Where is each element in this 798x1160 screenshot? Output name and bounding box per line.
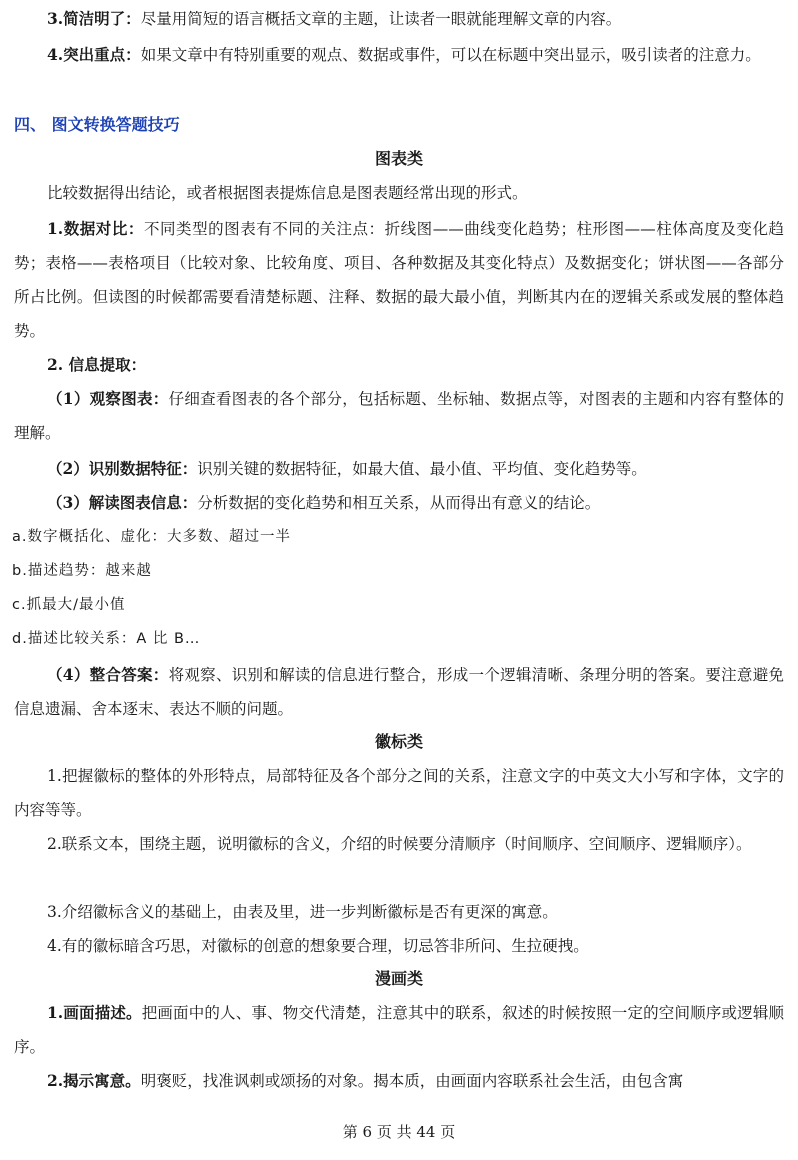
chart-intro: 比较数据得出结论，或者根据图表提炼信息是图表题经常出现的形式。 <box>47 184 528 202</box>
integrate-answer-title: （4）整合答案： <box>47 665 169 684</box>
comic-describe-paragraph <box>14 996 784 1064</box>
observe-chart-paragraph <box>14 382 784 450</box>
logo-point-3: 3.介绍徽标含义的基础上，由表及里，进一步判断徽标是否有更深的寓意。 <box>47 903 558 921</box>
note-a: a.数字概括化、虚化：大多数、超过一半 <box>12 529 291 545</box>
item4-text: 如果文章中有特别重要的观点、数据或事件，可以在标题中突出显示，吸引读者的注意力。 <box>140 46 761 64</box>
integrate-answer-text: 将观察、识别和解读的信息进行整合，形成一个逻辑清晰、条理分明的答案。要注意避免信息遗漏、舍本逐末、表达不顺的问题。 <box>14 666 784 718</box>
interpret-chart-paragraph <box>14 486 784 520</box>
item3-text: 尽量用简短的语言概括文章的主题，让读者一眼就能理解文章的内容。 <box>140 10 622 28</box>
page-number: 第 6 页 共 44 页 <box>342 1123 456 1141</box>
comic-meaning-text: 明褒贬，找准讽刺或颂扬的对象。揭本质，由画面内容联系社会生活，由包含寓 <box>140 1072 684 1090</box>
logo-point-4: 4.有的徽标暗含巧思，对徽标的创意的想象要合理，切忌答非所问、生拉硬拽。 <box>47 937 589 955</box>
integrate-answer-paragraph <box>14 658 784 726</box>
observe-chart-title: （1）观察图表： <box>47 389 169 408</box>
info-extract-title: 2. 信息提取： <box>47 355 147 374</box>
chart-section-heading: 图表类 <box>374 149 423 168</box>
data-compare-paragraph <box>14 212 784 348</box>
logo-point-2: 2.联系文本，围绕主题，说明徽标的含义，介绍的时候要分清顺序（时间顺序、空间顺序、逻辑顺序）。 <box>47 835 752 853</box>
item4-title: 4.突出重点： <box>47 45 141 64</box>
comic-describe-title: 1.画面描述。 <box>47 1003 142 1022</box>
note-b: b.描述趋势：越来越 <box>12 563 152 579</box>
identify-data-title: （2）识别数据特征： <box>47 459 198 478</box>
section4-heading: 四、 图文转换答题技巧 <box>14 115 180 134</box>
comic-section-heading: 漫画类 <box>374 969 423 988</box>
logo-point-1: 1.把握徽标的整体的外形特点，局部特征及各个部分之间的关系，注意文字的中英文大小写和字体，文字的内容等等。 <box>14 767 784 819</box>
identify-data-text: 识别关键的数据特征，如最大值、最小值、平均值、变化趋势等。 <box>197 460 647 478</box>
observe-chart-text: 仔细查看图表的各个部分，包括标题、坐标轴、数据点等，对图表的主题和内容有整体的理解。 <box>14 390 784 442</box>
data-compare-text: 不同类型的图表有不同的关注点：折线图——曲线变化趋势；柱形图——柱体高度及变化趋势；表格——表格项目（比较对象、比较角度、项目、各种数据及其变化特点）及数据变化；饼状图——各部分所占比例。但读图的时候都需要看清楚标题、注释、数据的最大最小值，判断其内在的逻辑关系或发展的整体趋势。 <box>14 220 784 340</box>
logo-section-heading: 徽标类 <box>374 732 423 751</box>
interpret-chart-title: （3）解读图表信息： <box>47 493 198 512</box>
interpret-chart-text: 分析数据的变化趋势和相互关系，从而得出有意义的结论。 <box>197 494 601 512</box>
comic-describe-text: 把画面中的人、事、物交代清楚，注意其中的联系，叙述的时候按照一定的空间顺序或逻辑顺序。 <box>14 1004 784 1056</box>
comic-meaning-title: 2.揭示寓意。 <box>47 1071 141 1090</box>
item3-paragraph <box>14 2 784 36</box>
comic-meaning-paragraph <box>14 1064 784 1098</box>
note-d: d.描述比较关系：A 比 B… <box>12 631 201 647</box>
note-c: c.抓最大/最小值 <box>12 597 126 613</box>
item4-paragraph <box>14 38 784 72</box>
identify-data-paragraph <box>14 452 784 486</box>
item3-title: 3.简洁明了： <box>47 9 141 28</box>
data-compare-title: 1.数据对比： <box>47 219 144 238</box>
